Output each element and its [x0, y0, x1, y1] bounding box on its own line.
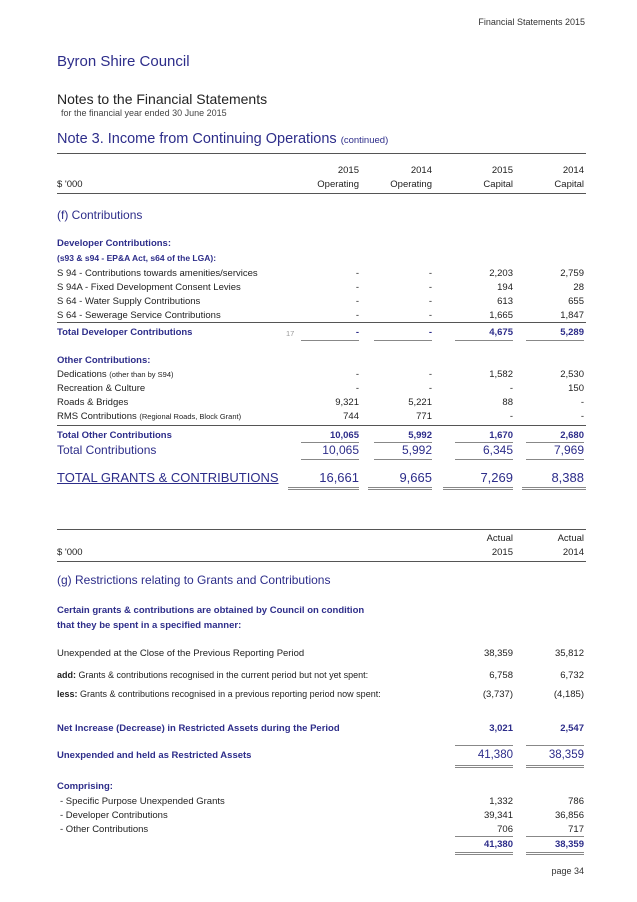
comprising-heading: Comprising: [57, 781, 113, 792]
table-cell: 9,321 [335, 397, 359, 408]
note-title: Note 3. Income from Continuing Operations (continued) [57, 131, 389, 147]
table-cell: 7,969 [553, 443, 584, 457]
table-cell: 38,359 [548, 749, 584, 761]
table-cell: 5,992 [401, 443, 432, 457]
list-item-label: - Developer Contributions [60, 810, 168, 821]
table-cell: 38,359 [554, 839, 584, 850]
table-cell: 39,341 [483, 810, 513, 821]
table-cell: - [355, 282, 359, 293]
table-row-label: S 64 - Sewerage Service Contributions [57, 310, 221, 321]
doc-subtitle: for the financial year ended 30 June 2015 [61, 108, 227, 118]
table-cell: 613 [497, 296, 513, 307]
table-cell: 16,661 [319, 470, 359, 485]
list-item-label: - Other Contributions [60, 824, 149, 835]
table-cell: 2,759 [560, 268, 584, 279]
table-cell: - [509, 411, 513, 422]
col-type-1: Operating [317, 179, 359, 190]
table-cell: 1,582 [489, 369, 513, 380]
total-underline [374, 459, 432, 460]
table-cell: 3,021 [489, 723, 513, 734]
net-increase-label: Net Increase (Decrease) in Restricted Assets during the Period [57, 723, 340, 734]
table-cell: 36,856 [554, 810, 584, 821]
table-cell: 717 [568, 824, 584, 835]
col-type-4: Capital [554, 179, 584, 190]
table-cell: - [355, 327, 359, 338]
col2-actual-1: Actual [486, 533, 513, 544]
table-cell: - [428, 296, 432, 307]
grand-total-double-rule [368, 487, 432, 490]
total-underline [526, 340, 584, 341]
table-cell: 6,732 [560, 670, 584, 681]
table-cell: 88 [502, 397, 513, 408]
table-cell: (4,185) [553, 689, 584, 700]
section-f-heading: (f) Contributions [57, 208, 143, 222]
table-cell: 194 [497, 282, 513, 293]
grand-total-double-rule [288, 487, 359, 490]
table-cell: 10,065 [322, 443, 359, 457]
col-year-3: 2015 [491, 165, 513, 176]
page-number: page 34 [551, 866, 584, 876]
table-row-label: Recreation & Culture [57, 383, 146, 394]
table-cell: 38,359 [483, 648, 513, 659]
table-cell: 28 [573, 282, 584, 293]
grand-total-double-rule [522, 487, 586, 490]
table-cell: 8,388 [551, 470, 584, 485]
double-rule [455, 765, 513, 768]
col2-actual-2: Actual [557, 533, 584, 544]
list-item-label: - Specific Purpose Unexpended Grants [60, 796, 225, 807]
section-g-heading: (g) Restrictions relating to Grants and Contributions [57, 573, 331, 587]
col-type-3: Capital [483, 179, 513, 190]
total-underline [455, 745, 513, 746]
other-total-label: Total Other Contributions [57, 430, 172, 441]
total-underline [455, 836, 513, 837]
total-underline [455, 340, 513, 341]
table1-header-rule [57, 193, 586, 194]
table-cell: - [428, 268, 432, 279]
table-cell: - [580, 397, 584, 408]
table-cell: 150 [568, 383, 584, 394]
table-row-label: RMS Contributions (Regional Roads, Block Grant) [57, 411, 242, 422]
double-rule [455, 852, 513, 855]
col-year-2: 2014 [410, 165, 432, 176]
table-cell: 786 [568, 796, 584, 807]
table-cell: 706 [497, 824, 513, 835]
total-underline [301, 340, 359, 341]
table-row-label: S 94 - Contributions towards amenities/services [57, 268, 258, 279]
council-name: Byron Shire Council [57, 53, 190, 70]
col2-year-2: 2014 [562, 547, 584, 558]
table-cell: 771 [416, 411, 432, 422]
table-cell: 4,675 [489, 327, 513, 338]
table2-top-rule [57, 529, 586, 530]
table-cell: 41,380 [483, 839, 513, 850]
table-cell: (3,737) [482, 689, 513, 700]
table-cell: - [428, 327, 432, 338]
dev-contrib-heading: Developer Contributions: [57, 238, 172, 249]
total-underline [526, 459, 584, 460]
table-cell: 41,380 [477, 749, 513, 761]
double-rule [526, 852, 584, 855]
table-cell: 7,269 [480, 470, 513, 485]
table-row-label: S 64 - Water Supply Contributions [57, 296, 201, 307]
section-g-intro-2: that they be spent in a specified manner: [57, 620, 242, 631]
table-cell: 1,670 [489, 430, 513, 441]
table-cell: 1,665 [489, 310, 513, 321]
table-cell: 10,065 [329, 430, 359, 441]
table-cell: 35,812 [554, 648, 584, 659]
table-cell: - [355, 310, 359, 321]
table1-unit: $ '000 [57, 179, 83, 190]
table-cell: - [428, 310, 432, 321]
other-subtotal-rule [57, 425, 586, 426]
total-contrib-label: Total Contributions [57, 443, 157, 457]
total-underline [374, 340, 432, 341]
table-cell: 5,221 [408, 397, 432, 408]
grand-total-label: TOTAL GRANTS & CONTRIBUTIONS [57, 470, 279, 485]
dev-subtotal-rule [57, 322, 586, 323]
table-cell: 2,547 [560, 723, 584, 734]
table-cell: 6,345 [482, 443, 513, 457]
table-cell: - [355, 268, 359, 279]
table-cell: - [428, 383, 432, 394]
dev-total-label: Total Developer Contributions [57, 327, 193, 338]
table-cell: 655 [568, 296, 584, 307]
section-g-intro-1: Certain grants & contributions are obtained by Council on condition [57, 605, 365, 616]
table-row-label: S 94A - Fixed Development Consent Levies [57, 282, 241, 293]
table-cell: 744 [343, 411, 359, 422]
page-header: Financial Statements 2015 [478, 17, 585, 27]
table2-header-rule [57, 561, 586, 562]
table-row-label: Roads & Bridges [57, 397, 129, 408]
table1-top-rule [57, 153, 586, 154]
note-continued: (continued) [340, 135, 389, 146]
table-cell: 9,665 [399, 470, 432, 485]
table-cell: 2,680 [560, 430, 584, 441]
double-rule [526, 765, 584, 768]
unexpended-prev-label: Unexpended at the Close of the Previous Reporting Period [57, 648, 305, 659]
other-contrib-heading: Other Contributions: [57, 355, 151, 366]
table-cell: - [355, 369, 359, 380]
dev-total-note-ref: 17 [286, 329, 295, 338]
dev-contrib-subheading: (s93 & s94 - EP&A Act, s64 of the LGA): [57, 253, 217, 263]
table-cell: 1,847 [560, 310, 584, 321]
table-cell: - [355, 296, 359, 307]
col-year-4: 2014 [562, 165, 584, 176]
less-row-label: less: Grants & contributions recognised in a previous reporting period now spent: [57, 689, 381, 699]
col-year-1: 2015 [337, 165, 359, 176]
table-cell: 2,530 [560, 369, 584, 380]
table-row-label: Dedications (other than by S94) [57, 369, 174, 380]
table2-unit: $ '000 [57, 547, 83, 558]
table-cell: 5,992 [408, 430, 432, 441]
table-cell: 6,758 [489, 670, 513, 681]
table-cell: 1,332 [489, 796, 513, 807]
add-row-label: add: Grants & contributions recognised in the current period but not yet spent: [57, 670, 369, 680]
doc-title: Notes to the Financial Statements [57, 91, 268, 107]
unexpended-held-label: Unexpended and held as Restricted Assets [57, 750, 252, 761]
total-underline [526, 745, 584, 746]
table-cell: - [428, 282, 432, 293]
total-underline [526, 836, 584, 837]
table-cell: - [580, 411, 584, 422]
table-cell: 5,289 [560, 327, 584, 338]
table-cell: - [355, 383, 359, 394]
total-underline [455, 459, 513, 460]
col-type-2: Operating [390, 179, 432, 190]
table-cell: - [509, 383, 513, 394]
total-underline [301, 459, 359, 460]
col2-year-1: 2015 [491, 547, 513, 558]
table-cell: 2,203 [489, 268, 513, 279]
grand-total-double-rule [443, 487, 513, 490]
table-cell: - [428, 369, 432, 380]
